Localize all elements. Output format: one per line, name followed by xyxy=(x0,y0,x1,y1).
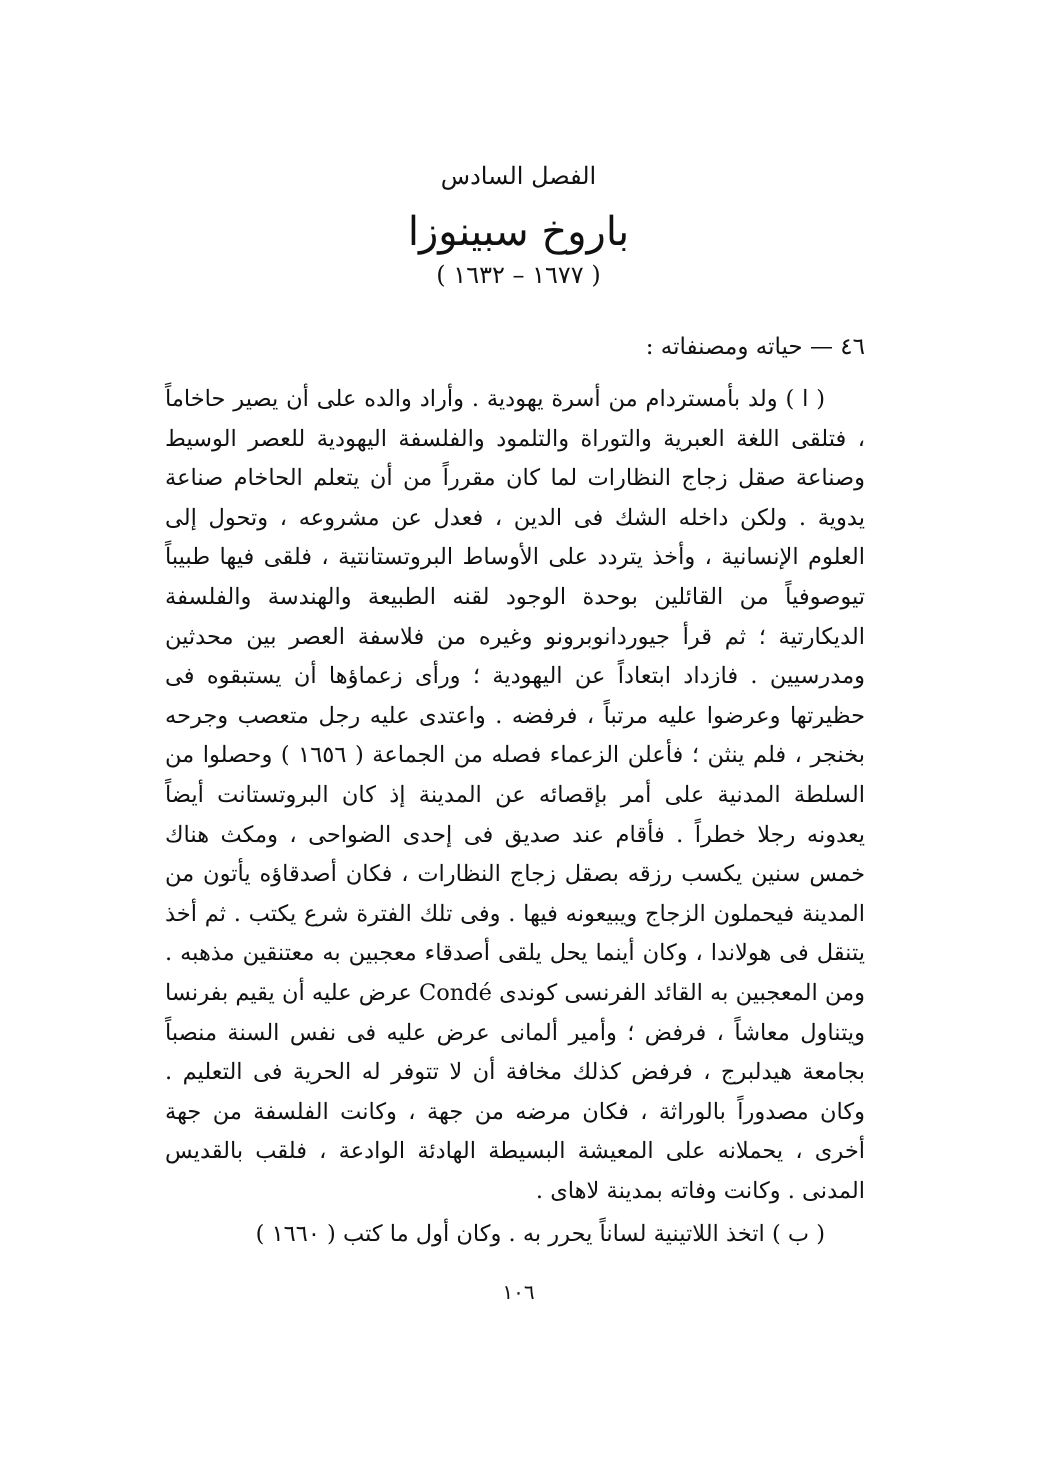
chapter-label: الفصل السادس xyxy=(440,162,597,190)
page-number: ١٠٦ xyxy=(502,1280,535,1304)
section-heading: ٤٦ — حياته ومصنفاته : xyxy=(645,334,865,360)
paragraph-a: ( ا ) ولد بأمستردام من أسرة يهودية . وأراد والده على أن يصير حاخاماً ، فتلقى اللغة العبرية والتوراة والتلمود والفلسفة اليهودية للعصر الوسيط وصناعة صقل زجاج النظارات لما كان مقرراً من أن يتعلم الحاخام صناعة يدوية . ولكن داخله الشك فى الدين ، فعدل عن مشروعه ، وتحول إلى العلوم الإنسانية ، وأخذ يتردد على الأوساط البروتستانتية ، فلقى فيها طبيباً تيوصوفياً من القائلين بوحدة الوجود لقنه الطبيعة والهندسة والفلسفة الديكارتية ؛ ثم قرأ جيوردانوبرونو وغيره من فلاسفة العصر بين محدثين ومدرسيين . فازداد ابتعاداً عن اليهودية ؛ ورأى زعماؤها أن يستبقوه فى حظيرتها وعرضوا عليه مرتباً ، فرفضه . واعتدى عليه رجل متعصب وجرحه بخنجر ، فلم ينثن ؛ فأعلن الزعماء فصله من الجماعة ( ١٦٥٦ ) وحصلوا من السلطة المدنية على أمر بإقصائه عن المدينة إذ كان البروتستانت أيضاً يعدونه رجلا خطراً . فأقام عند صديق فى إحدى الضواحى ، ومكث هناك خمس سنين يكسب رزقه بصقل زجاج النظارات ، فكان أصدقاؤه يأتون من المدينة فيحملون الزجاج ويبيعونه فيها . وفى تلك الفترة شرع يكتب . ثم أخذ يتنقل فى هولاندا ، وكان أينما يحل يلقى أصدقاء معجبين به معتنقين مذهبه . ومن المعجبين به القائد الفرنسى كوندى Condé عرض عليه أن يقيم بفرنسا ويتناول معاشاً ، فرفض ؛ وأمير ألمانى عرض عليه فى نفس السنة منصباً بجامعة هيدلبرج ، فرفض كذلك مخافة أن لا تتوفر له الحرية فى التعليم . وكان مصدوراً بالوراثة ، فكان مرضه من جهة ، وكانت الفلسفة من جهة أخرى ، يحملانه على المعيشة البسيطة الهادئة الوادعة ، فلقب بالقديس المدنى . وكانت وفاته بمدينة لاهاى . xyxy=(165,386,865,1204)
body-text xyxy=(165,380,865,1255)
page-title: باروخ سبينوزا xyxy=(407,209,630,255)
life-dates: ( ١٦٧٧ – ١٦٣٢ ) xyxy=(436,261,601,289)
paragraph-b: ( ب ) اتخذ اللاتينية لساناً يحرر به . وكان أول ما كتب ( ١٦٦٠ ) xyxy=(255,1221,825,1248)
